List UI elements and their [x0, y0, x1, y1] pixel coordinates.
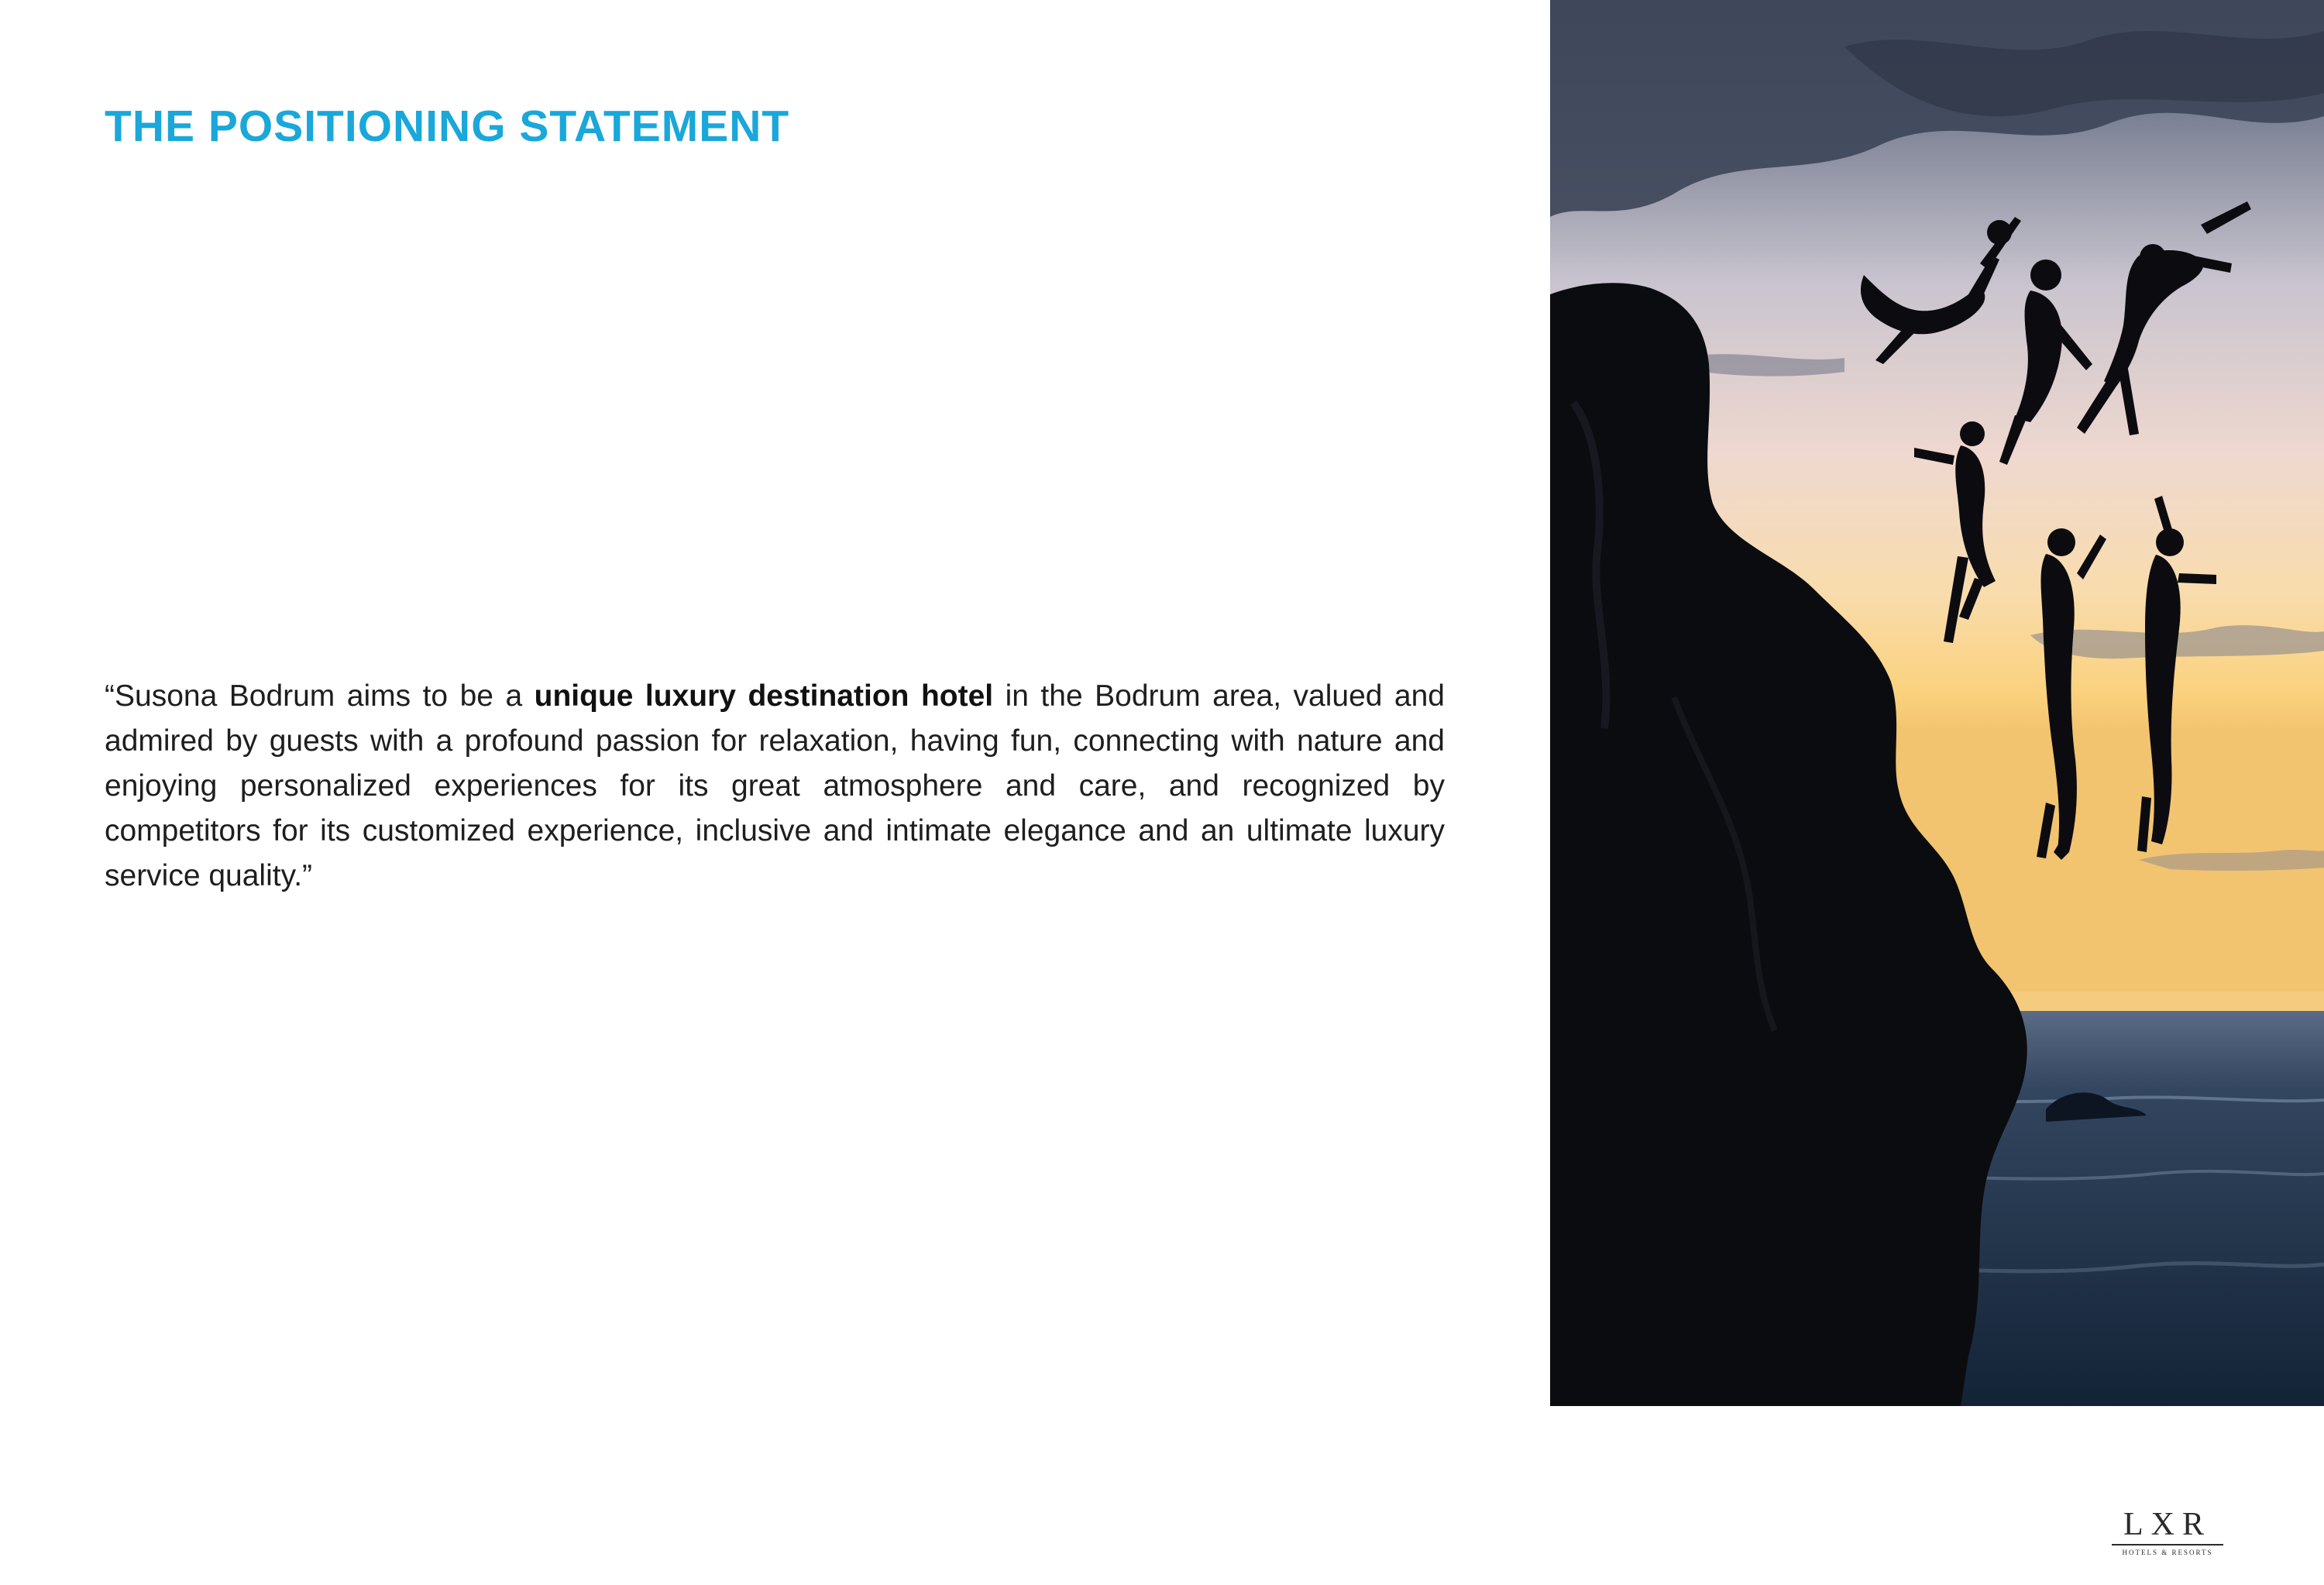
positioning-statement: [105, 674, 1445, 899]
logo-mark: LXR: [2123, 1507, 2212, 1542]
statement-text-intro: “Susona Bodrum aims to be a: [105, 679, 535, 713]
page-title: THE POSITIONING STATEMENT: [105, 101, 790, 151]
cliff-jumping-sunset-image: [1550, 0, 2324, 1406]
lxr-hotels-resorts-logo: [2107, 1507, 2228, 1561]
logo-divider: [2112, 1544, 2223, 1545]
statement-emphasis: unique luxury destination hotel: [534, 679, 994, 713]
cliff-jumping-photo: [1550, 0, 2324, 1406]
statement-text-rest: in the Bodrum area, valued and admired by guests with a profound passion for relaxation, having fun, connecting with nature and enjoying personalized experiences for its great atmosphere and care, and recognized by competitors for its customized experience, inclusive and intimate elegance and an ultimate luxury service quality.”: [105, 679, 1445, 892]
logo-tagline: HOTELS & RESORTS: [2122, 1549, 2213, 1556]
